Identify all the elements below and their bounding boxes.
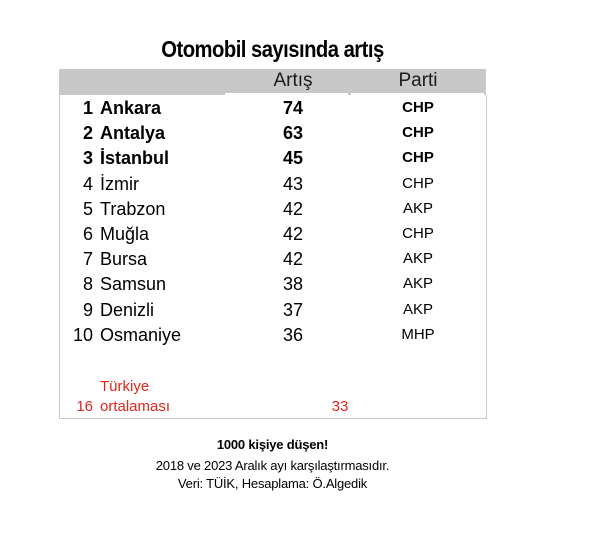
row-party: AKP <box>402 275 433 293</box>
footer-note: 2018 ve 2023 Aralık ayı karşılaştırmasıdır. <box>155 458 390 473</box>
table-row <box>0 174 610 199</box>
row-party: CHP <box>402 225 434 242</box>
row-city: Denizli <box>100 299 155 320</box>
row-party: AKP <box>402 250 433 268</box>
page-title: Otomobil sayısında artış <box>161 36 384 62</box>
row-party: CHP <box>402 174 434 192</box>
row-city: Samsun <box>100 274 167 295</box>
row-rank: 7 <box>82 249 93 270</box>
row-value: 63 <box>282 123 304 144</box>
average-rank: 16 <box>76 398 93 415</box>
row-party: CHP <box>402 99 434 116</box>
row-city: Ankara <box>100 98 162 118</box>
row-party: MHP <box>401 325 435 343</box>
row-rank: 8 <box>82 274 93 295</box>
average-value: 33 <box>331 398 349 415</box>
row-rank: 10 <box>72 324 93 345</box>
row-rank: 3 <box>82 148 93 169</box>
table-row <box>0 300 610 325</box>
row-value: 43 <box>282 173 304 194</box>
table-row <box>0 148 610 173</box>
table-row <box>0 224 610 249</box>
row-party: CHP <box>402 149 434 167</box>
row-party: AKP <box>402 199 433 217</box>
column-header-party: Parti <box>398 70 438 91</box>
row-value: 74 <box>282 98 304 118</box>
row-value: 42 <box>282 224 304 244</box>
row-city: Antalya <box>100 123 166 144</box>
footer-source: Veri: TÜİK, Hesaplama: Ö.Algedik <box>177 476 368 491</box>
row-value: 42 <box>282 249 304 270</box>
row-rank: 5 <box>82 198 93 219</box>
row-value: 45 <box>282 148 304 169</box>
row-party: CHP <box>402 124 434 142</box>
row-city: Muğla <box>100 224 150 244</box>
row-value: 42 <box>282 198 304 219</box>
table-row <box>0 325 610 350</box>
average-label-line1: Türkiye <box>100 378 150 395</box>
row-value: 37 <box>282 299 304 320</box>
row-city: Trabzon <box>100 198 166 219</box>
table-row <box>0 98 610 123</box>
row-rank: 4 <box>82 173 93 194</box>
column-header-value: Artış <box>273 70 313 91</box>
row-rank: 6 <box>82 224 93 244</box>
table-row <box>0 199 610 224</box>
table-row <box>0 249 610 274</box>
row-rank: 1 <box>82 98 93 118</box>
table-row <box>0 123 610 148</box>
footer-headline: 1000 kişiye düşen! <box>216 437 329 452</box>
row-city: İzmir <box>100 173 139 194</box>
row-city: Bursa <box>100 249 148 270</box>
row-value: 36 <box>282 324 304 345</box>
row-value: 38 <box>282 274 304 295</box>
row-rank: 2 <box>82 123 93 144</box>
row-city: Osmaniye <box>100 324 182 345</box>
row-city: İstanbul <box>100 148 170 169</box>
row-party: AKP <box>402 300 433 318</box>
table-row <box>0 274 610 299</box>
average-label-line2: ortalaması <box>100 398 171 415</box>
row-rank: 9 <box>82 299 93 320</box>
